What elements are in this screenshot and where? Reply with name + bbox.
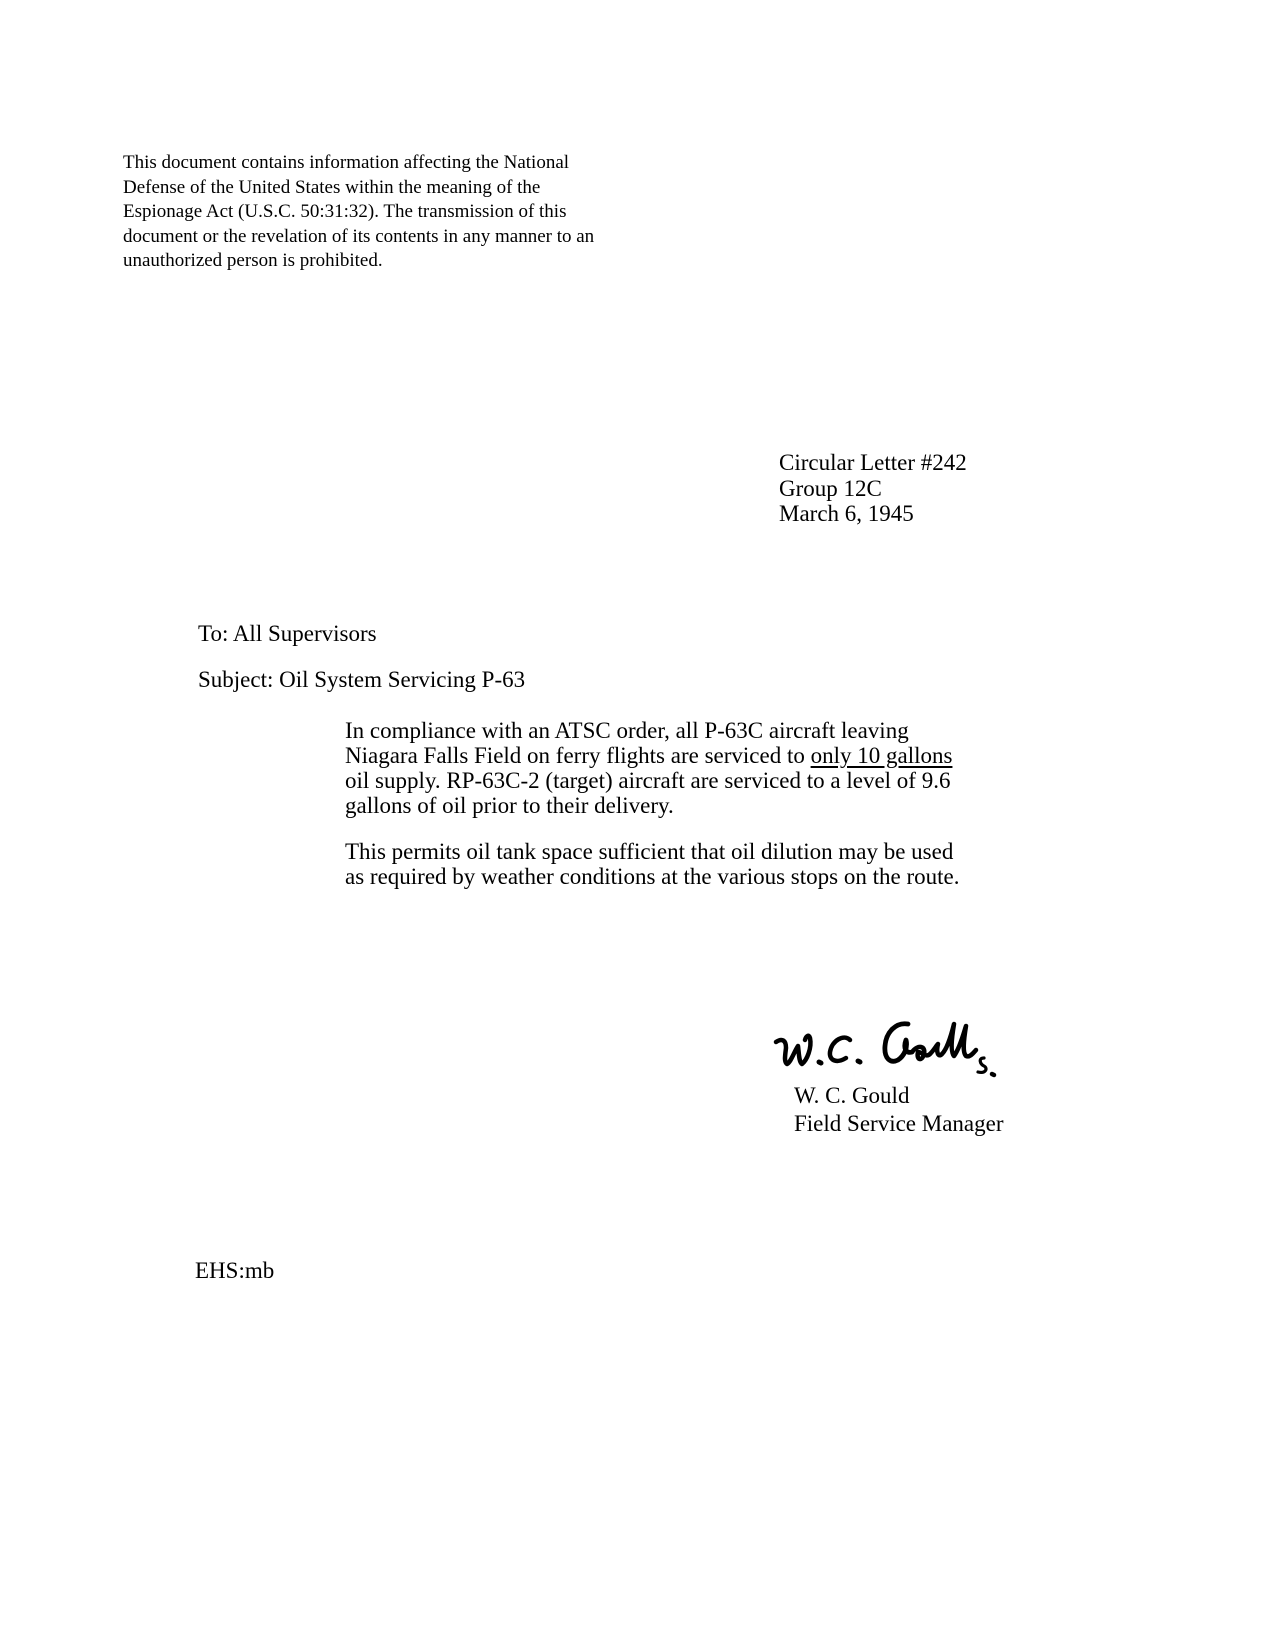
body-paragraph-2 [345,839,959,889]
letter-date: March 6, 1945 [779,501,914,526]
group-label: Group 12C [779,475,882,501]
reference-initials: EHS:mb [195,1258,275,1283]
notice-line: unauthorized person is prohibited. [123,250,383,271]
underlined-text: only 10 gallons [810,743,953,768]
paragraph-line: oil supply. RP-63C-2 (target) aircraft are serviced to a level of 9.6 [345,768,951,793]
subject-line: Subject: Oil System Servicing P-63 [198,667,526,692]
letter-header [779,450,967,527]
paragraph-line: This permits oil tank space sufficient that oil dilution may be used [345,839,954,864]
paragraph-line: In compliance with an ATSC order, all P-63C aircraft leaving [345,718,909,743]
signer-name: W. C. Gould [794,1083,910,1108]
notice-line: Espionage Act (U.S.C. 50:31:32). The transmission of this [123,201,567,222]
notice-line: document or the revelation of its contents in any manner to an [123,225,595,247]
notice-line: Defense of the United States within the meaning of the [123,176,541,198]
paragraph-text: Niagara Falls Field on ferry flights are serviced to [345,743,811,768]
security-notice [123,151,683,274]
notice-line: This document contains information affecting the National [123,152,570,173]
paragraph-line: as required by weather conditions at the various stops on the route. [345,864,960,889]
signature-block [794,1082,1003,1138]
paragraph-line: gallons of oil prior to their delivery. [345,793,674,818]
recipient-line: To: All Supervisors [198,621,377,646]
body-paragraph-1 [345,718,952,818]
handwritten-signature [772,1018,1002,1082]
signer-title: Field Service Manager [794,1111,1004,1136]
circular-number: Circular Letter #242 [779,450,967,475]
paragraph-line [345,743,952,768]
